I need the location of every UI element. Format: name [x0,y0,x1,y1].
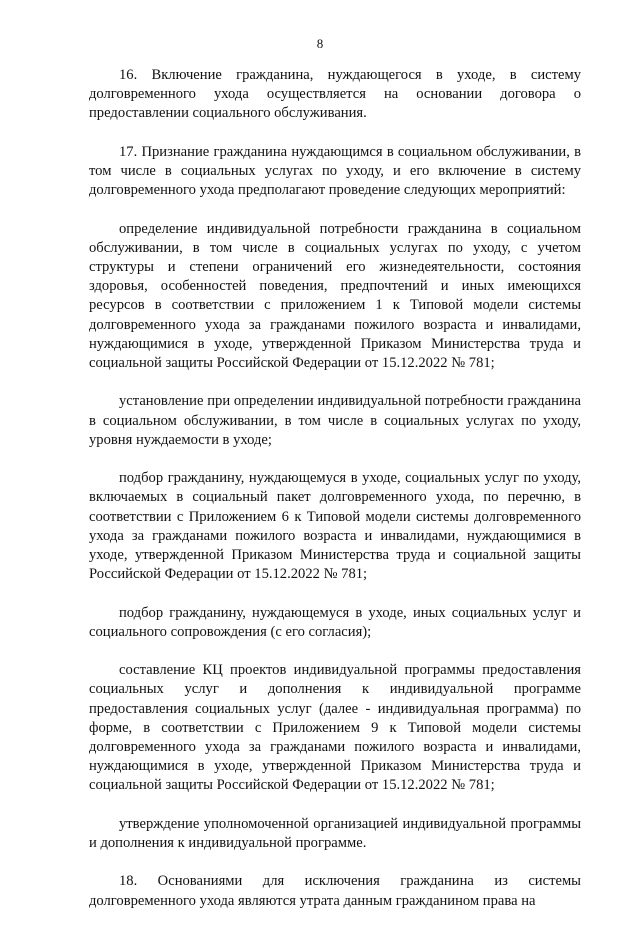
document-body [89,66,581,930]
list-item-care-level: установление при определении индивидуальной потребности гражданина в социальном обслуживании, в том числе в социальных услугах по уходу, уровня нуждаемости в уходе; [89,393,581,448]
list-item-program-drafting: составление КЦ проектов индивидуальной программы предоставления социальных услуг и дополнения к индивидуальной программе предоставления социальных услуг (далее - индивидуальная программа) по форме, в соответствии с Приложением 9 к Типовой модели системы долговременного ухода за гражданами пожилого возраста и инвалидами, нуждающимися в уходе, утвержденной Приказом Министерства труда и социальной защиты Российской Федерации от 15.12.2022 № 781; [89,662,581,794]
list-item-other-services-selection: подбор гражданину, нуждающемуся в уходе, иных социальных услуг и социального сопровождения (с его согласия); [89,604,581,640]
list-item-program-approval: утверждение уполномоченной организацией индивидуальной программы и дополнения к индивидуальной программе. [89,815,581,852]
paragraph-16: 16. Включение гражданина, нуждающегося в уходе, в систему долговременного ухода осуществляется на основании договора о предоставлении социального обслуживания. [89,67,581,122]
paragraph-17: 17. Признание гражданина нуждающимся в социальном обслуживании, в том числе в социальных услугах по уходу, и его включение в систему долговременного ухода предполагают проведение следующих мероприятий: [89,143,581,199]
list-item-care-services-selection: подбор гражданину, нуждающемуся в уходе, социальных услуг по уходу, включаемых в социальный пакет долговременного ухода, по перечню, в соответствии с Приложением 6 к Типовой модели системы долговременного ухода за гражданами пожилого возраста и инвалидами, нуждающимися в уходе, утвержденной Приказом Министерства труда и социальной защиты Российской Федерации от 15.12.2022 № 781; [89,470,581,583]
paragraph-18: 18. Основаниями для исключения гражданина из системы долговременного ухода являются утрата данным гражданином права на [89,873,581,909]
page-number: 8 [316,36,324,51]
list-item-needs-assessment: определение индивидуальной потребности гражданина в социальном обслуживании, в том числе в социальных услугах по уходу, с учетом структуры и степени ограничений его жизнедеятельности, состояния здоровья, особенностей поведения, предпочтений и иных имеющихся ресурсов в соответствии с приложением 1 к Типовой модели системы долговременного ухода за гражданами пожилого возраста и инвалидами, нуждающимися в уходе, утвержденной Приказом Министерства труда и социальной защиты Российской Федерации от 15.12.2022 № 781; [89,220,581,372]
